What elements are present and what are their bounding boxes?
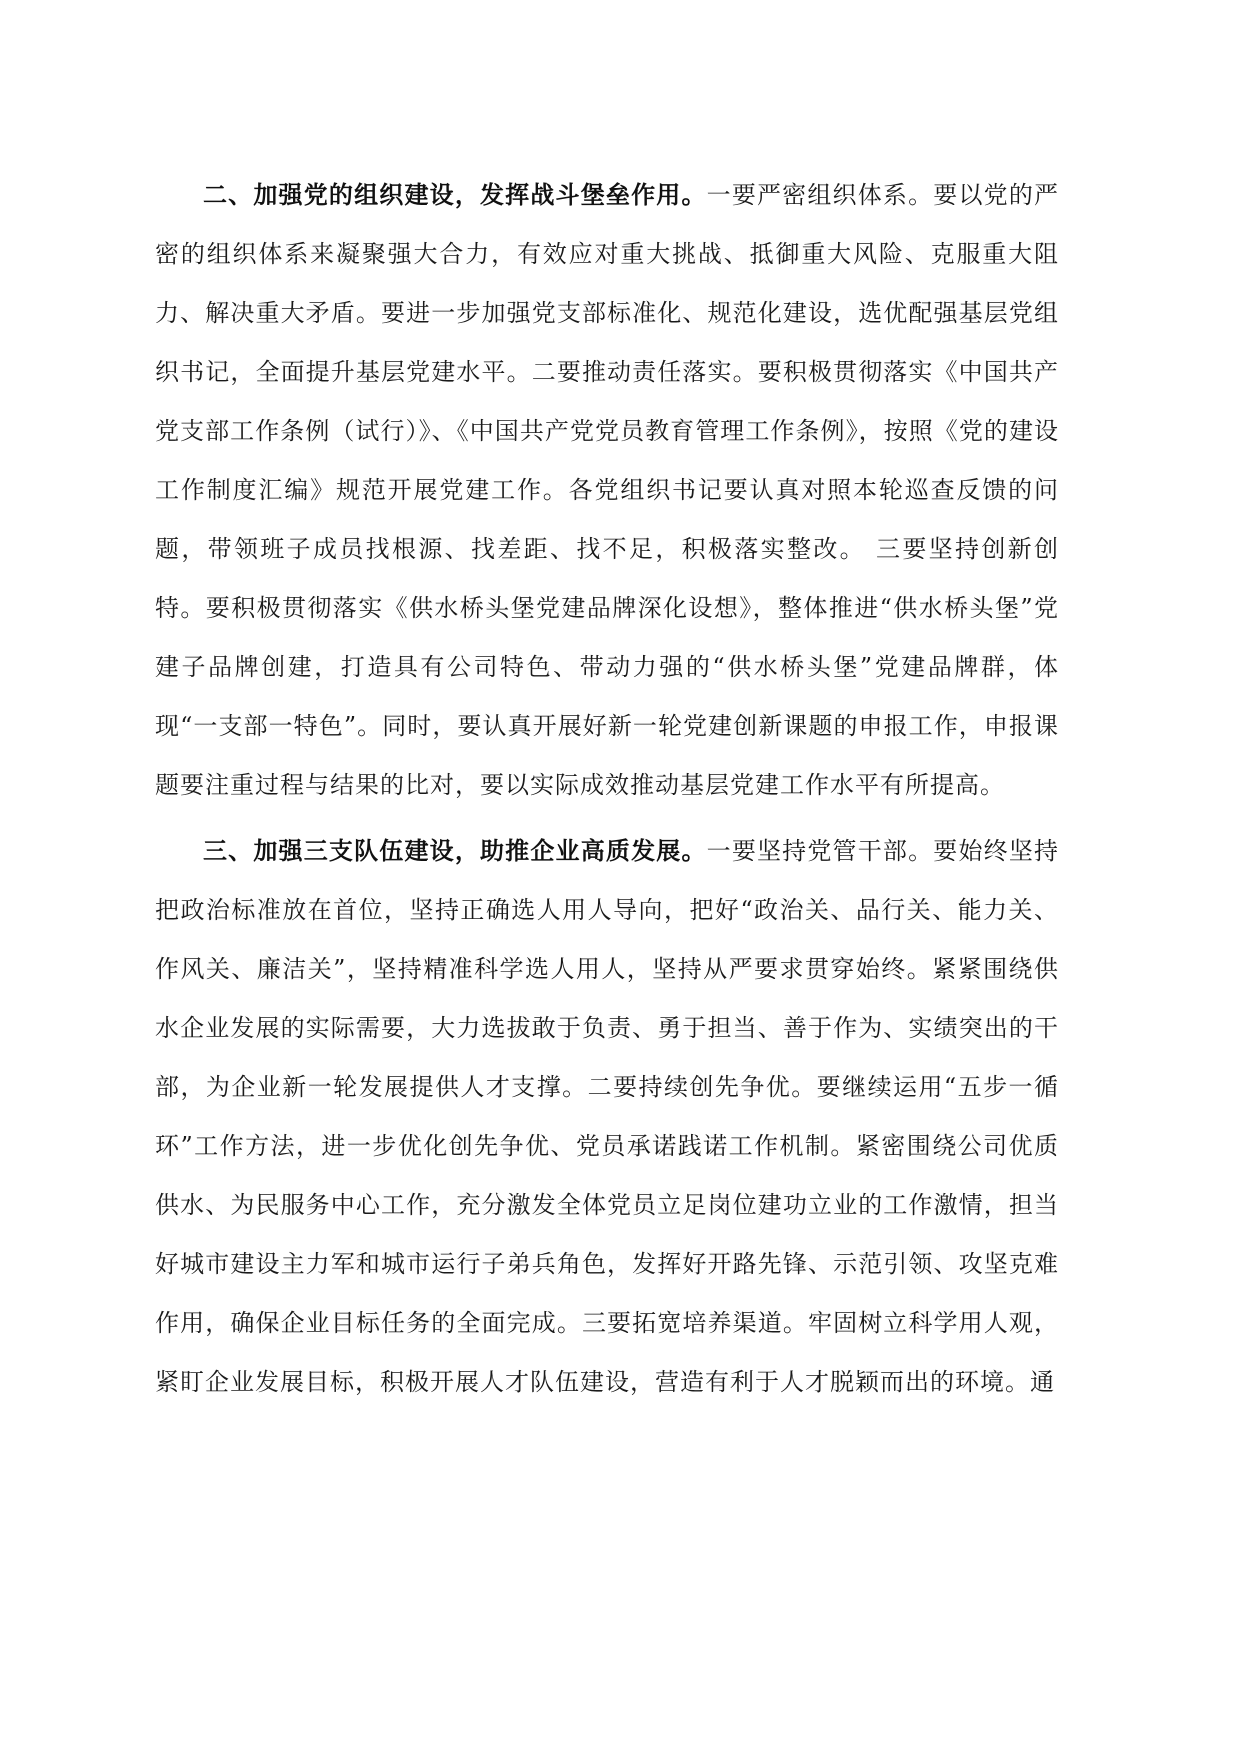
paragraph-heading: 二、加强党的组织建设，发挥战斗堡垒作用。 [203, 181, 707, 209]
paragraph-three-teams [155, 822, 1059, 1412]
paragraph-text: 一要坚持党管干部。要始终坚持把政治标准放在首位，坚持正确选人用人导向，把好“政治关、品行关、能力关、作风关、廉洁关”，坚持精准科学选人用人，坚持从严要求贯穿始终。紧紧围绕供水企业发展的实际需要，大力选拔敢于负责、勇于担当、善于作为、实绩突出的干部，为企业新一轮发展提供人才支撑。二要持续创先争优。要继续运用“五步一循环”工作方法，进一步优化创先争优、党员承诺践诺工作机制。紧密围绕公司优质供水、为民服务中心工作，充分激发全体党员立足岗位建功立业的工作激情，担当好城市建设主力军和城市运行子弟兵角色，发挥好开路先锋、示范引领、攻坚克难作用，确保企业目标任务的全面完成。三要拓宽培养渠道。牢固树立科学用人观，紧盯企业发展目标，积极开展人才队伍建设，营造有利于人才脱颖而出的环境。通 [155, 837, 1060, 1396]
document-body [155, 166, 1059, 1412]
paragraph-party-organization [155, 166, 1059, 815]
paragraph-heading: 三、加强三支队伍建设，助推企业高质发展。 [203, 837, 707, 865]
paragraph-text: 一要严密组织体系。要以党的严密的组织体系来凝聚强大合力，有效应对重大挑战、抵御重大风险、克服重大阻力、解决重大矛盾。要进一步加强党支部标准化、规范化建设，选优配强基层党组织书记，全面提升基层党建水平。二要推动责任落实。要积极贯彻落实《中国共产党支部工作条例（试行）》、《中国共产党党员教育管理工作条例》，按照《党的建设工作制度汇编》规范开展党建工作。各党组织书记要认真对照本轮巡查反馈的问题，带领班子成员找根源、找差距、找不足，积极落实整改。 三要坚持创新创特。要积极贯彻落实《供水桥头堡党建品牌深化设想》，整体推进“供水桥头堡”党建子品牌创建，打造具有公司特色、带动力强的“供水桥头堡”党建品牌群，体现“一支部一特色”。同时，要认真开展好新一轮党建创新课题的申报工作，申报课题要注重过程与结果的比对，要以实际成效推动基层党建工作水平有所提高。 [155, 181, 1060, 799]
